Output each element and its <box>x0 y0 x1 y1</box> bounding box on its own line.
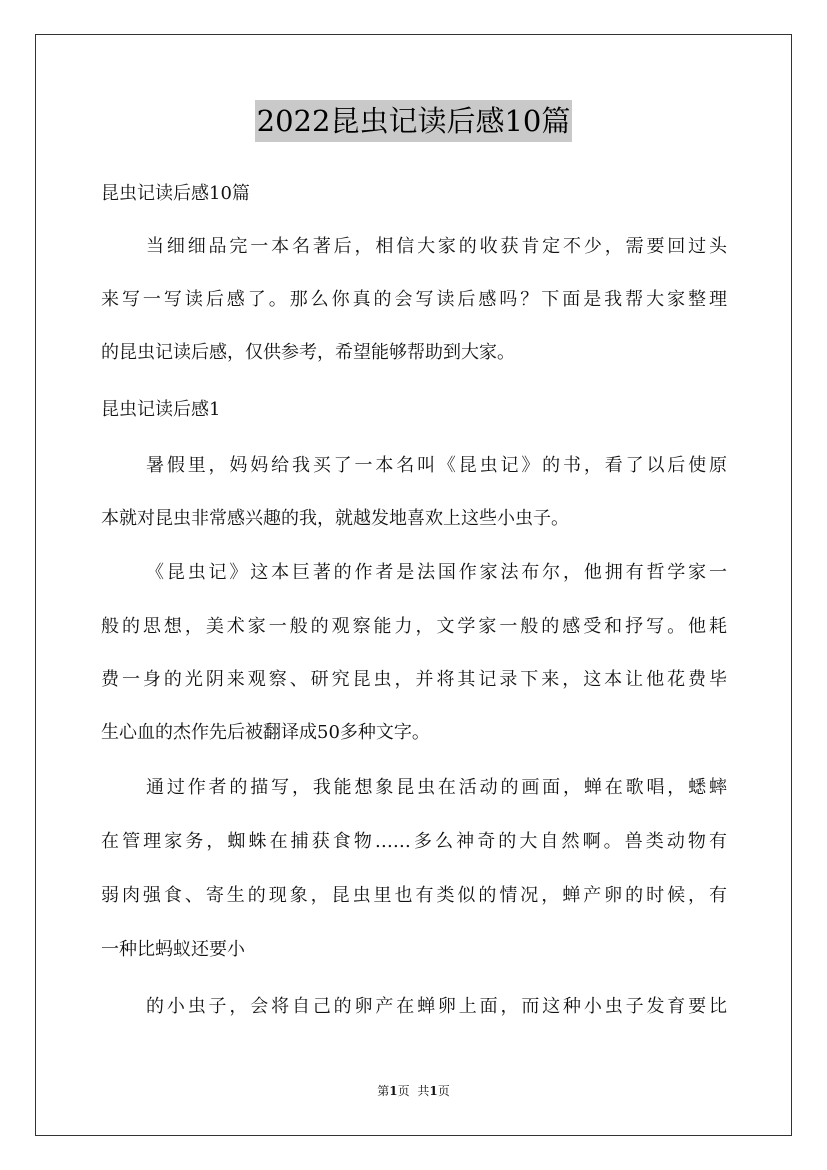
page-number: 1 <box>389 1084 398 1098</box>
total-label-suffix: 页 <box>437 1084 450 1098</box>
paragraph-line: 生心血的杰作先后被翻译成50多种文字。 <box>101 722 430 743</box>
paragraph-line: 通过作者的描写，我能想象昆虫在活动的画面，蝉在歌唱，蟋蟀 <box>146 777 727 798</box>
paragraph-line: 弱肉强食、寄生的现象，昆虫里也有类似的情况，蝉产卵的时候，有 <box>101 885 727 906</box>
paragraph-line: 费一身的光阴来观察、研究昆虫，并将其记录下来，这本让他花费毕 <box>101 669 727 690</box>
page-label-suffix: 页 <box>397 1084 410 1098</box>
page-footer <box>0 1082 827 1099</box>
title-container <box>0 100 827 142</box>
paragraph-line: 来写一写读后感了。那么你真的会写读后感吗？下面是我帮大家整理 <box>101 289 727 310</box>
paragraph-line: 在管理家务，蜘蛛在捕获食物……多么神奇的大自然啊。兽类动物有 <box>101 831 727 852</box>
paragraph-line: 本就对昆虫非常感兴趣的我，就越发地喜欢上这些小虫子。 <box>101 508 569 529</box>
total-label-prefix: 共 <box>417 1084 430 1098</box>
paragraph-line: 般的思想，美术家一般的观察能力，文学家一般的感受和抒写。他耗 <box>101 616 727 637</box>
paragraph-line: 一种比蚂蚁还要小 <box>101 939 245 960</box>
paragraph-line: 的昆虫记读后感，仅供参考，希望能够帮助到大家。 <box>101 342 515 363</box>
paragraph-line: 的小虫子，会将自己的卵产在蝉卵上面，而这种小虫子发育要比 <box>146 996 727 1017</box>
page-label-prefix: 第 <box>377 1084 390 1098</box>
section-heading: 昆虫记读后感1 <box>101 399 221 420</box>
section-heading: 昆虫记读后感10篇 <box>101 183 250 204</box>
paragraph-line: 《昆虫记》这本巨著的作者是法国作家法布尔，他拥有哲学家一 <box>146 562 727 583</box>
total-pages: 1 <box>429 1084 438 1098</box>
paragraph-line: 当细细品完一本名著后，相信大家的收获肯定不少，需要回过头 <box>146 236 727 257</box>
document-title: 2022昆虫记读后感10篇 <box>255 100 573 142</box>
paragraph-line: 暑假里，妈妈给我买了一本名叫《昆虫记》的书，看了以后使原 <box>146 455 727 476</box>
